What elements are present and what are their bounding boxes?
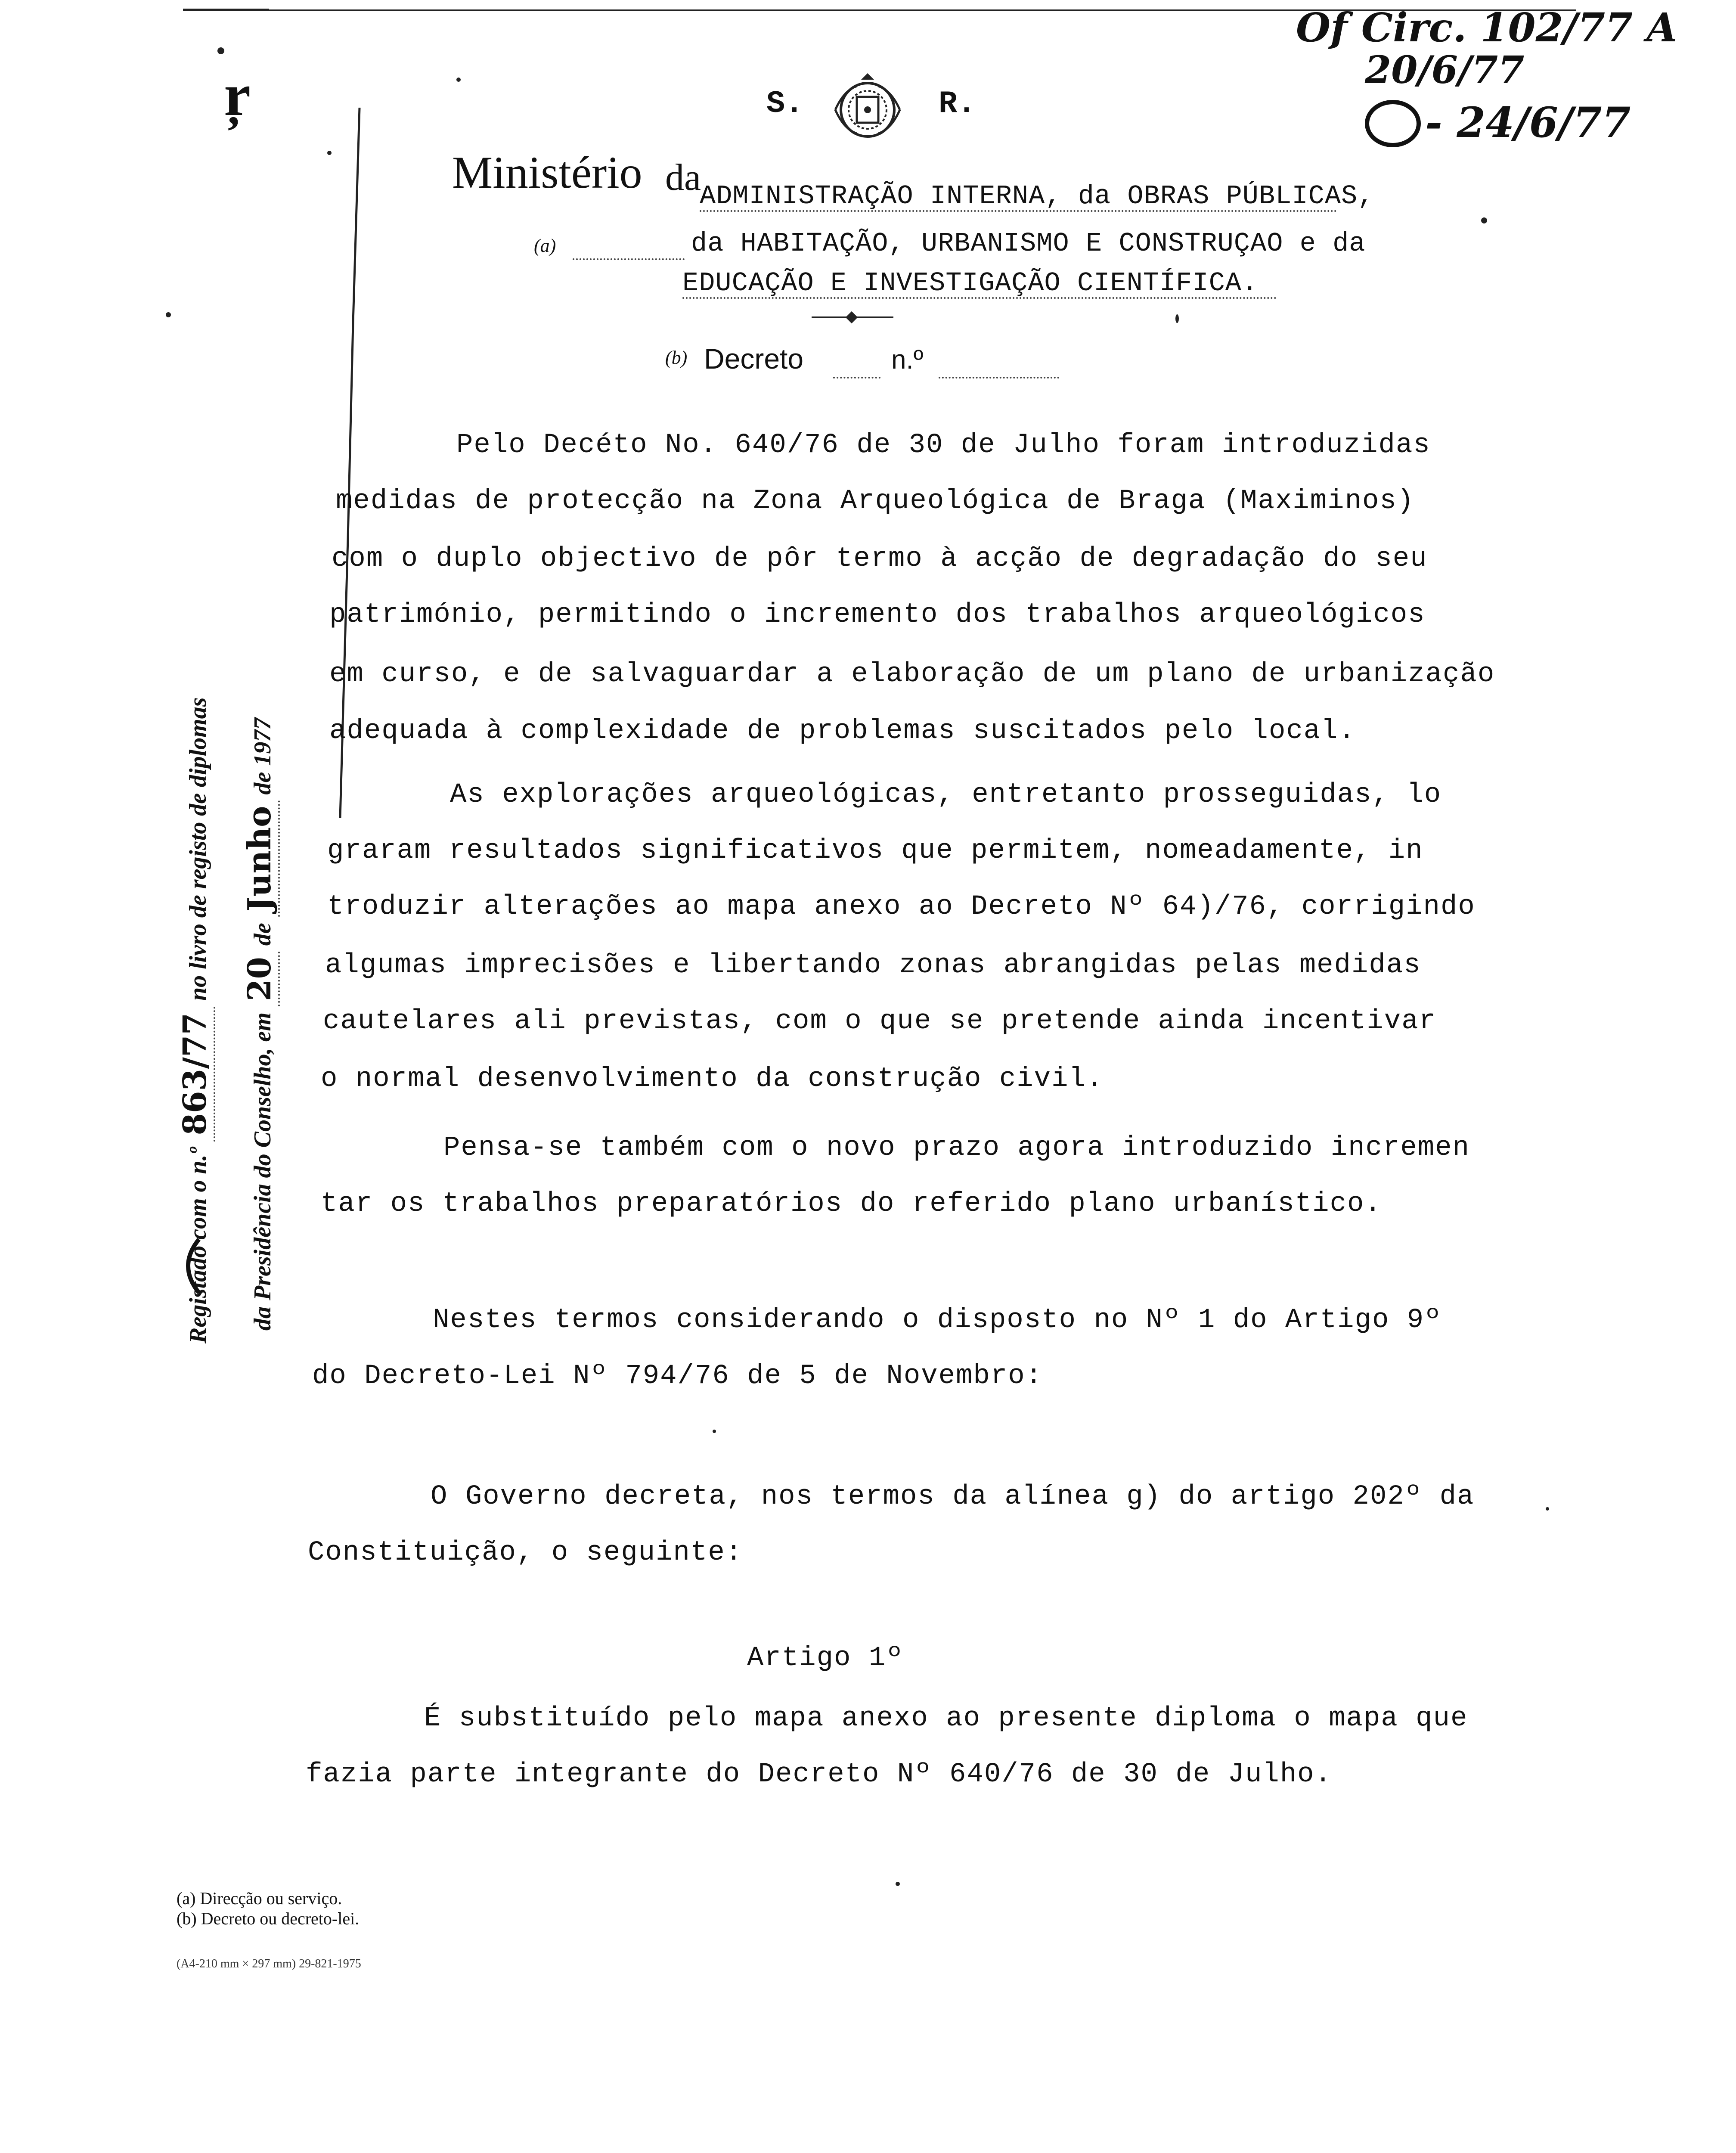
para1-line: adequada à complexidade de problemas suscitados pelo local.: [329, 716, 1356, 747]
para2-line: graram resultados significativos que permitem, nomeadamente, in: [327, 835, 1423, 866]
para5-line: O Governo decreta, nos termos da alínea g) do artigo 202º da: [431, 1481, 1475, 1512]
footnote-b: (b) Decreto ou decreto-lei.: [177, 1909, 360, 1928]
para1-line: em curso, e de salvaguardar a elaboração de um plano de urbanização: [329, 659, 1495, 690]
para2-line: cautelares ali previstas, com o que se pretende ainda incentivar: [323, 1006, 1436, 1037]
coat-of-arms-seal-icon: [827, 73, 908, 146]
handwritten-circle-number: [1365, 100, 1421, 147]
ministry-line-3-dots: [682, 297, 1277, 299]
para5-line: Constituição, o seguinte:: [308, 1537, 743, 1568]
top-left-mark: [183, 9, 269, 11]
page-speck: [1175, 314, 1179, 323]
handwritten-reference-line1: Of Circ. 102/77 A: [1296, 4, 1677, 51]
artigo-title: Artigo 1º: [747, 1643, 904, 1674]
numero-dots: [939, 377, 1059, 378]
heading-ornament-diamond: [846, 311, 858, 323]
para2-line: o normal desenvolvimento da construção civil.: [321, 1064, 1104, 1095]
numero-label: n.º: [891, 345, 924, 375]
ministry-line-2: da HABITAÇÃO, URBANISMO E CONSTRUÇAO e da: [691, 228, 1366, 259]
ministerio-da: da: [665, 157, 701, 199]
para3-line: tar os trabalhos preparatórios do referido plano urbanístico.: [321, 1188, 1382, 1219]
registo-line1-start: Registado com o n.º: [185, 1147, 211, 1343]
handwritten-reference-line2: 20/6/77: [1365, 47, 1525, 92]
registo-month: Junho: [241, 800, 280, 917]
marker-a: (a): [534, 235, 556, 256]
para2-line: algumas imprecisões e libertando zonas abrangidas pelas medidas: [325, 950, 1421, 981]
para1-line: medidas de protecção na Zona Arqueológica de Braga (Maximinos): [336, 486, 1415, 517]
artigo-text-line: fazia parte integrante do Decreto Nº 640/76 de 30 de Julho.: [306, 1759, 1332, 1790]
para2-line: troduzir alterações ao mapa anexo ao Decreto Nº 64)/76, corrigindo: [327, 891, 1476, 922]
registo-bracket: [177, 1236, 202, 1296]
registo-day: 20: [241, 952, 280, 1006]
decreto-label: Decreto: [704, 343, 804, 375]
page-speck: [217, 47, 224, 54]
para1-line: património, permitindo o incremento dos trabalhos arqueológicos: [329, 599, 1426, 630]
ministry-line-3: EDUCAÇÃO E INVESTIGAÇÃO CIENTÍFICA.: [682, 268, 1259, 298]
marker-b: (b): [665, 347, 688, 368]
seal-left-letter: S.: [766, 86, 804, 121]
artigo-text-line: É substituído pelo mapa anexo ao presente diploma o mapa que: [424, 1703, 1468, 1734]
handwritten-reference-line3: - 24/6/77: [1425, 98, 1631, 147]
registo-number: 863/77: [177, 1007, 215, 1141]
margin-pen-line: [336, 108, 362, 818]
page-speck: [327, 151, 332, 155]
registo-line1-end: no livro de registo de diplomas: [185, 697, 211, 1001]
para4-line: Nestes termos considerando o disposto no Nº 1 do Artigo 9º: [433, 1305, 1442, 1336]
page-speck: [166, 312, 171, 317]
para1-line: com o duplo objectivo de pôr termo à acção de degradação do seu: [332, 543, 1428, 574]
registo-line2-start: da Presidência do Conselho, em: [249, 1012, 276, 1331]
print-code: (A4-210 mm × 297 mm) 29-821-1975: [177, 1957, 361, 1970]
ministry-line-1: ADMINISTRAÇÃO INTERNA, da OBRAS PÚBLICAS,: [700, 181, 1374, 211]
page-speck: [1546, 1507, 1549, 1511]
registo-line2-end: de 1977: [249, 717, 276, 795]
para1-line: Pelo Decéto No. 640/76 de 30 de Julho foram introduzidas: [456, 430, 1431, 461]
decreto-dots: [833, 377, 880, 378]
page-speck: [896, 1882, 900, 1886]
ministry-line-1-dots: [700, 210, 1337, 212]
top-left-glyph: ŗ: [224, 62, 251, 128]
seal-right-letter: R.: [939, 86, 976, 121]
marker-a-dots: [573, 258, 685, 260]
page-speck: [456, 78, 461, 82]
page-speck: [1481, 217, 1487, 223]
para2-line: As explorações arqueológicas, entretanto prosseguidas, lo: [450, 779, 1442, 810]
para4-line: do Decreto-Lei Nº 794/76 de 5 de Novembro:: [312, 1361, 1043, 1392]
para3-line: Pensa-se também com o novo prazo agora introduzido incremen: [443, 1132, 1470, 1163]
ministerio-heading: Ministério: [452, 147, 642, 198]
footnote-a: (a) Direcção ou serviço.: [177, 1889, 342, 1908]
page-speck: [713, 1430, 716, 1433]
registo-line-2: da Presidência do Conselho, em 20 de Junho de 1977: [241, 718, 278, 1331]
